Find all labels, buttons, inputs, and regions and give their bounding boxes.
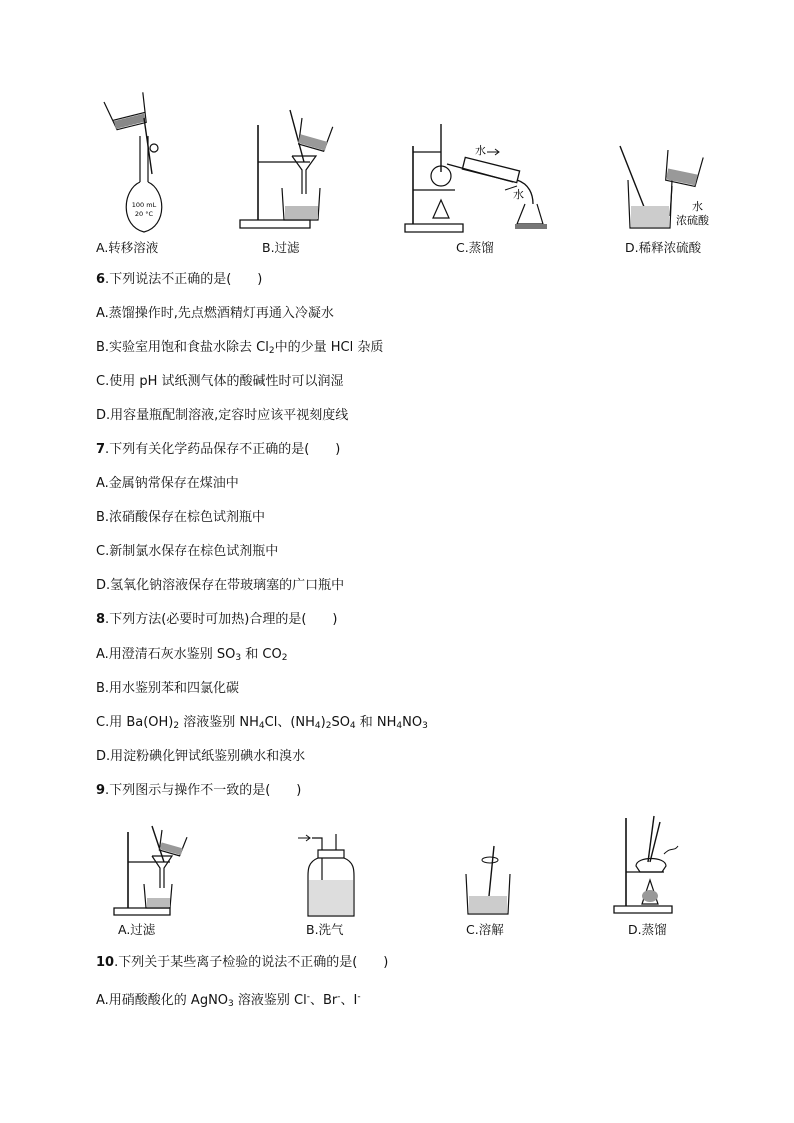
q8-c-sub5: 4 <box>349 721 356 731</box>
q9-caption-a: A.过滤 <box>118 922 156 937</box>
q8-number: 8 <box>96 612 106 627</box>
q8-option-b: B.用水鉴别苯和四氯化碳 <box>96 681 240 696</box>
q8-a-sub2: 2 <box>281 653 288 663</box>
q6-option-b <box>96 339 383 360</box>
figure-filtration-b <box>240 110 340 236</box>
q8-a-sub1: 3 <box>235 653 242 663</box>
q7-stem: 7.下列有关化学药品保存不正确的是( ) <box>96 442 341 457</box>
q10-option-a <box>96 988 361 1013</box>
q8-a-text: A.用澄清石灰水鉴别 SO <box>96 647 236 662</box>
q8-c-sub4: 2 <box>325 721 332 731</box>
figure-transfer-solution <box>96 96 176 236</box>
q7-option-a: A.金属钠常保存在煤油中 <box>96 476 239 491</box>
q8-c-sub6: 4 <box>396 721 403 731</box>
q7-stem-text: 下列有关化学药品保存不正确的是( ) <box>109 442 341 457</box>
q9-caption-b: B.洗气 <box>306 922 344 937</box>
q10-a-pre: A.用硝酸酸化的 AgNO <box>96 993 229 1008</box>
q10-a-mid: 溶液鉴别 Cl <box>233 993 307 1008</box>
q8-c-pre: C.用 Ba(OH) <box>96 715 174 730</box>
q10-a-sup2: - <box>337 992 341 1002</box>
q10-number: 10 <box>96 955 115 970</box>
q9-number: 9 <box>96 783 106 798</box>
water-in-label: 水 <box>475 144 486 157</box>
q8-a-mid: 和 CO <box>241 647 282 662</box>
d-acid-label: 浓硫酸 <box>676 214 709 227</box>
q7-option-c: C.新制氯水保存在棕色试剂瓶中 <box>96 544 279 559</box>
caption-a: A.转移溶液 <box>96 240 159 255</box>
q8-c-mid1: 溶液鉴别 NH <box>179 715 259 730</box>
q6-option-c: C.使用 pH 试纸测气体的酸碱性时可以润湿 <box>96 374 344 389</box>
figure-filtration-a2 <box>114 826 194 918</box>
q6-stem: 6.下列说法不正确的是( ) <box>96 272 263 287</box>
q8-c-mid4: SO <box>331 715 350 730</box>
q8-stem: 8.下列方法(必要时可加热)合理的是( ) <box>96 612 338 627</box>
caption-c: C.蒸馏 <box>456 240 494 255</box>
q6-number: 6 <box>96 272 106 287</box>
q8-c-mid6: NO <box>402 715 423 730</box>
figure-distill-d2 <box>614 816 684 916</box>
figure-dilute-acid-d <box>620 146 720 236</box>
q8-stem-text: 下列方法(必要时可加热)合理的是( ) <box>109 612 338 627</box>
q8-c-sub3: 4 <box>314 721 321 731</box>
q8-c-mid3: ) <box>320 715 326 730</box>
q7-option-b: B.浓硝酸保存在棕色试剂瓶中 <box>96 510 266 525</box>
q10-a-sup1: - <box>306 992 310 1002</box>
q8-option-a <box>96 646 287 667</box>
q8-c-sub2: 4 <box>258 721 265 731</box>
figure-distillation-c <box>405 124 555 234</box>
q9-caption-d: D.蒸馏 <box>628 922 667 937</box>
q10-a-sub: 3 <box>228 999 234 1009</box>
q10-a-sep2: 、I <box>340 993 358 1008</box>
q9-caption-c: C.溶解 <box>466 922 504 937</box>
caption-d: D.稀释浓硫酸 <box>625 240 702 255</box>
d-water-label: 水 <box>692 200 703 213</box>
flask-label-volume: 100 mL <box>131 201 157 209</box>
q6-option-b-sub: 2 <box>268 346 275 356</box>
q9-stem: 9.下列图示与操作不一致的是( ) <box>96 783 302 798</box>
q10-stem: 10.下列关于某些离子检验的说法不正确的是( ) <box>96 955 389 970</box>
caption-b: B.过滤 <box>262 240 300 255</box>
figure-gas-washing-b2 <box>298 832 362 920</box>
q8-c-mid5: 和 NH <box>355 715 397 730</box>
q10-stem-text: 下列关于某些离子检验的说法不正确的是( ) <box>118 955 389 970</box>
q10-a-sup3: - <box>357 992 361 1002</box>
q7-option-d: D.氢氧化钠溶液保存在带玻璃塞的广口瓶中 <box>96 578 345 593</box>
q6-option-b-tail: 中的少量 HCl 杂质 <box>274 340 384 355</box>
q10-a-sep1: 、Br <box>310 993 338 1008</box>
q8-c-sub7: 3 <box>422 721 428 731</box>
q6-option-d: D.用容量瓶配制溶液,定容时应该平视刻度线 <box>96 408 349 423</box>
flask-label-temp: 20 °C <box>134 210 154 218</box>
q8-c-mid2: Cl、(NH <box>264 715 315 730</box>
q9-stem-text: 下列图示与操作不一致的是( ) <box>109 783 302 798</box>
q8-c-sub1: 2 <box>173 721 180 731</box>
q6-option-a: A.蒸馏操作时,先点燃酒精灯再通入冷凝水 <box>96 306 334 321</box>
q6-option-b-head: B.实验室用饱和食盐水除去 Cl <box>96 340 269 355</box>
water-out-label: 水 <box>513 188 524 201</box>
figure-dissolve-c2 <box>464 846 512 916</box>
q7-number: 7 <box>96 442 106 457</box>
q8-option-d: D.用淀粉碘化钾试纸鉴别碘水和溴水 <box>96 749 306 764</box>
q6-stem-text: 下列说法不正确的是( ) <box>109 272 263 287</box>
q8-option-c <box>96 714 428 735</box>
